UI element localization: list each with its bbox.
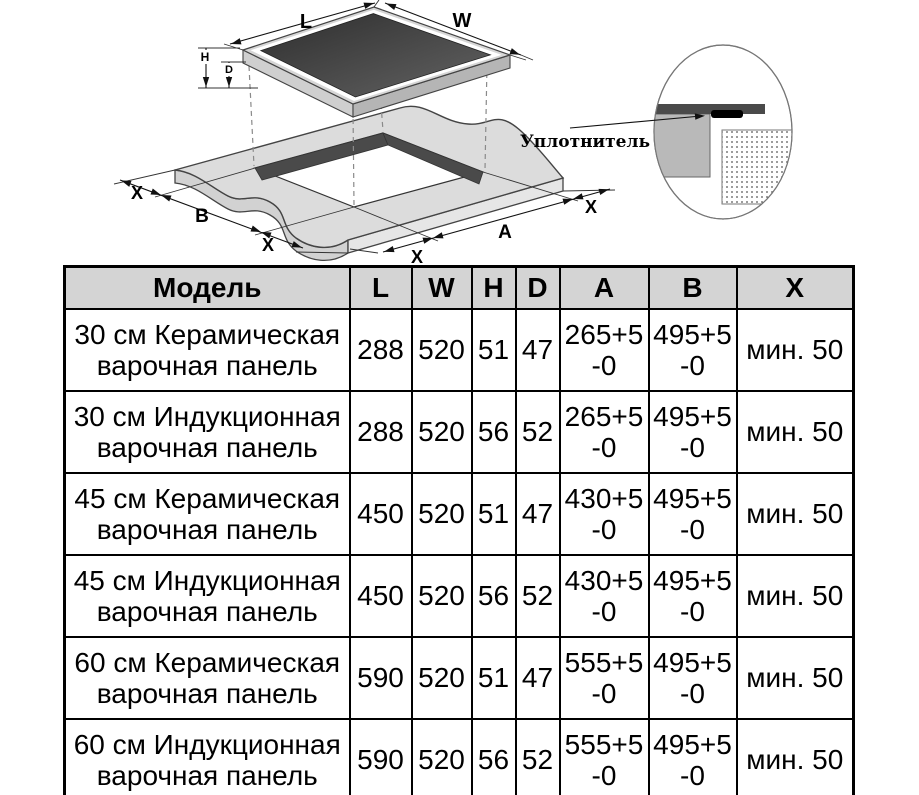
cell-model: 60 см Индукционная варочная панель	[65, 719, 350, 795]
cell-h: 56	[472, 719, 516, 795]
table-header-row	[65, 267, 854, 310]
cell-l: 450	[350, 473, 412, 555]
cell-d: 47	[516, 637, 560, 719]
cell-l: 590	[350, 719, 412, 795]
header-b: B	[649, 267, 737, 310]
cell-b: 495+5 -0	[649, 391, 737, 473]
cell-x: мин. 50	[737, 637, 854, 719]
dimension-d	[221, 62, 246, 88]
header-h: H	[472, 267, 516, 310]
cell-model: 45 см Индукционная варочная панель	[65, 555, 350, 637]
header-w: W	[412, 267, 472, 310]
cell-l: 590	[350, 637, 412, 719]
cell-x: мин. 50	[737, 719, 854, 795]
cell-a: 265+5 -0	[560, 309, 649, 391]
cell-a: 555+5 -0	[560, 719, 649, 795]
cell-w: 520	[412, 555, 472, 637]
dim-label-b: B	[195, 206, 209, 227]
dim-label-x-right: X	[584, 197, 598, 217]
cell-d: 52	[516, 391, 560, 473]
table-row	[65, 637, 854, 719]
dim-label-a: A	[498, 222, 512, 243]
cell-a: 555+5 -0	[560, 637, 649, 719]
cell-d: 47	[516, 473, 560, 555]
header-a: A	[560, 267, 649, 310]
cell-l: 288	[350, 309, 412, 391]
cell-b: 495+5 -0	[649, 473, 737, 555]
cell-model: 60 см Керамическая варочная панель	[65, 637, 350, 719]
table-row	[65, 555, 854, 637]
cell-h: 56	[472, 555, 516, 637]
table-row	[65, 473, 854, 555]
cell-a: 430+5 -0	[560, 473, 649, 555]
cell-a: 430+5 -0	[560, 555, 649, 637]
cell-h: 51	[472, 637, 516, 719]
cell-x: мин. 50	[737, 555, 854, 637]
detail-glass-edge	[646, 104, 765, 114]
cell-h: 56	[472, 391, 516, 473]
cell-h: 51	[472, 309, 516, 391]
cell-x: мин. 50	[737, 391, 854, 473]
cell-d: 52	[516, 719, 560, 795]
cell-w: 520	[412, 309, 472, 391]
dim-label-x-bottommid: X	[410, 247, 424, 263]
cell-model: 30 см Керамическая варочная панель	[65, 309, 350, 391]
cell-a: 265+5 -0	[560, 391, 649, 473]
dim-label-d: D	[225, 64, 233, 76]
table-row	[65, 309, 854, 391]
dim-label-l: L	[299, 11, 313, 33]
dim-label-x-topleft: X	[130, 183, 144, 203]
cell-w: 520	[412, 637, 472, 719]
spec-table	[63, 265, 855, 795]
seal-label: Уплотнитель	[520, 132, 651, 152]
cell-d: 52	[516, 555, 560, 637]
cell-b: 495+5 -0	[649, 719, 737, 795]
cell-b: 495+5 -0	[649, 309, 737, 391]
cell-x: мин. 50	[737, 473, 854, 555]
cell-l: 450	[350, 555, 412, 637]
dim-label-h: H	[200, 50, 210, 64]
cell-l: 288	[350, 391, 412, 473]
cell-b: 495+5 -0	[649, 555, 737, 637]
cell-b: 495+5 -0	[649, 637, 737, 719]
seal-gasket	[711, 110, 743, 118]
cell-model: 30 см Индукционная варочная панель	[65, 391, 350, 473]
cell-w: 520	[412, 719, 472, 795]
cell-h: 51	[472, 473, 516, 555]
header-x: X	[737, 267, 854, 310]
table-row	[65, 719, 854, 795]
cell-d: 47	[516, 309, 560, 391]
cell-model: 45 см Керамическая варочная панель	[65, 473, 350, 555]
detail-cooktop-body	[648, 114, 710, 177]
cell-w: 520	[412, 391, 472, 473]
table-row	[65, 391, 854, 473]
dim-label-w: W	[452, 10, 472, 32]
header-l: L	[350, 267, 412, 310]
header-model: Модель	[65, 267, 350, 310]
cell-w: 520	[412, 473, 472, 555]
cell-x: мин. 50	[737, 309, 854, 391]
installation-diagram	[0, 0, 919, 263]
header-d: D	[516, 267, 560, 310]
seal-detail-circle	[646, 45, 792, 219]
detail-countertop-section	[722, 130, 792, 204]
dim-label-x-bottomleft: X	[261, 235, 275, 255]
